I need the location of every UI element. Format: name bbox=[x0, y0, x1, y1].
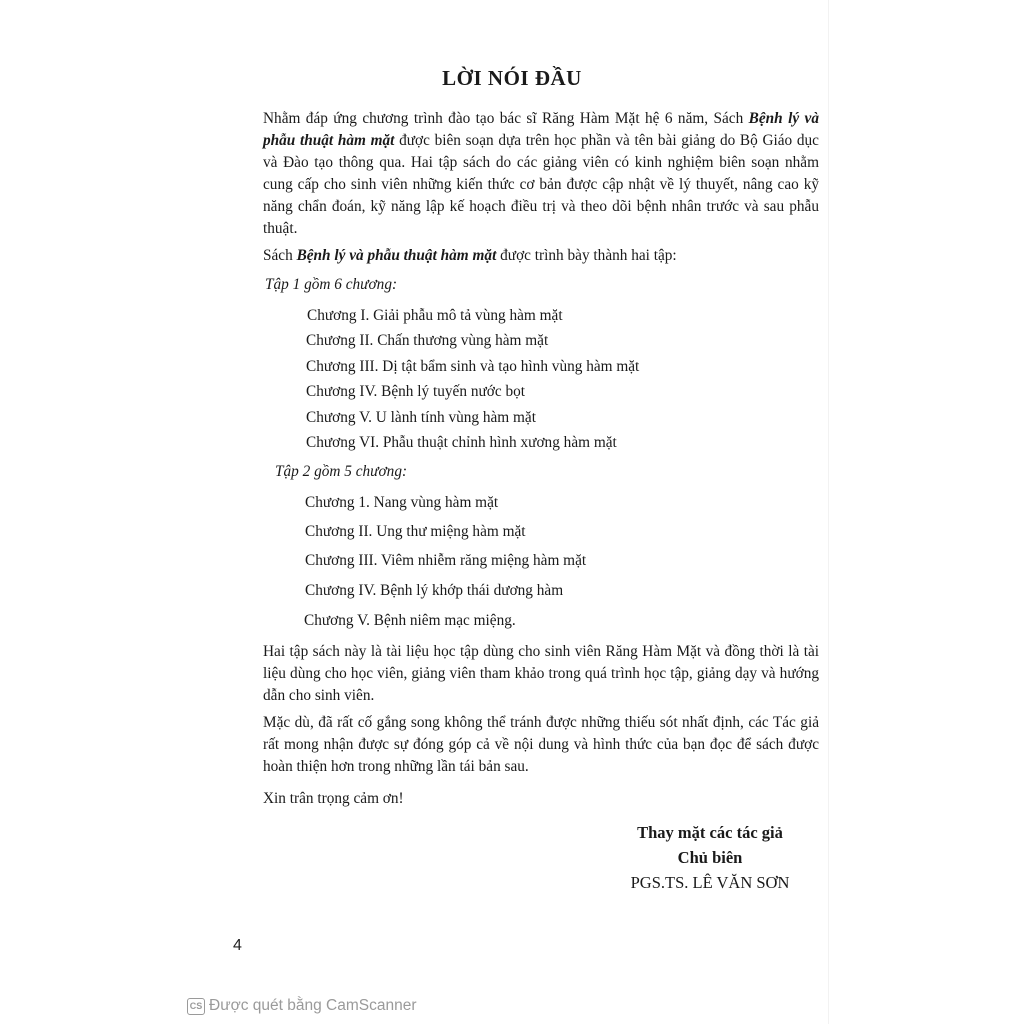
camscanner-watermark bbox=[187, 997, 417, 1015]
structure-suffix: được trình bày thành hai tập: bbox=[496, 247, 677, 264]
camscanner-logo-icon: CS bbox=[187, 998, 205, 1015]
watermark-text: Được quét bằng CamScanner bbox=[209, 997, 417, 1014]
volume2-chapter-1: Chương 1. Nang vùng hàm mặt bbox=[305, 494, 499, 511]
volume1-chapter-3: Chương III. Dị tật bẩm sinh và tạo hình vùng hàm mặt bbox=[306, 358, 640, 375]
volume2-chapter-3: Chương III. Viêm nhiễm răng miệng hàm mặt bbox=[305, 552, 587, 569]
volume1-chapter-1: Chương I. Giải phẫu mô tả vùng hàm mặt bbox=[307, 307, 563, 324]
page-number: 4 bbox=[233, 937, 242, 954]
volume2-chapter-2: Chương II. Ung thư miệng hàm mặt bbox=[305, 523, 526, 540]
page-title: LỜI NÓI ĐẦU bbox=[442, 66, 582, 90]
page-edge-shadow bbox=[828, 0, 829, 1024]
signature-block bbox=[595, 820, 825, 895]
volume1-chapter-2: Chương II. Chấn thương vùng hàm mặt bbox=[306, 332, 549, 349]
volume2-heading: Tập 2 gồm 5 chương: bbox=[275, 463, 408, 480]
structure-book-title: Bệnh lý và phẫu thuật hàm mặt bbox=[296, 247, 497, 264]
volume2-chapter-4: Chương IV. Bệnh lý khớp thái dương hàm bbox=[305, 582, 564, 599]
structure-prefix: Sách bbox=[263, 247, 297, 264]
volume1-heading: Tập 1 gồm 6 chương: bbox=[265, 276, 398, 293]
volume1-chapter-4: Chương IV. Bệnh lý tuyến nước bọt bbox=[306, 383, 526, 400]
volume2-chapter-5: Chương V. Bệnh niêm mạc miệng. bbox=[304, 612, 516, 629]
volume1-chapter-5: Chương V. U lành tính vùng hàm mặt bbox=[306, 409, 536, 426]
intro-suffix: được biên soạn dựa trên học phần và tên bài giảng do Bộ Giáo dục và Đào tạo thông qua. Hai tập sách do các giảng viên có kinh nghiệm biên soạn nhằm cung cấp cho sinh viên những kiến thức cơ bản được cập nhật về lý thuyết, nâng cao kỹ năng chẩn đoán, kỹ năng lập kế hoạch điều trị và theo dõi bệnh nhân trước và sau phẫu thuật. bbox=[263, 132, 819, 237]
signature-role: Thay mặt các tác giả bbox=[637, 823, 783, 842]
signature-title: Chủ biên bbox=[677, 848, 743, 867]
volume1-chapter-6: Chương VI. Phẫu thuật chỉnh hình xương hàm mặt bbox=[306, 434, 617, 451]
structure-paragraph bbox=[263, 245, 819, 267]
intro-prefix: Nhằm đáp ứng chương trình đào tạo bác sĩ Răng Hàm Mặt hệ 6 năm, Sách bbox=[263, 110, 749, 127]
intro-paragraph bbox=[263, 108, 819, 240]
signature-name: PGS.TS. LÊ VĂN SƠN bbox=[630, 873, 790, 892]
usage-paragraph: Hai tập sách này là tài liệu học tập dùng cho sinh viên Răng Hàm Mặt và đồng thời là tài liệu dùng cho học viên, giảng viên tham khảo trong quá trình học tập, giảng dạy và hướng dẫn cho sinh viên. bbox=[263, 643, 819, 704]
intro-book-title: Bệnh lý và phẫu thuật hàm mặt bbox=[263, 110, 819, 149]
apology-paragraph: Mặc dù, đã rất cố gắng song không thể tránh được những thiếu sót nhất định, các Tác giả rất mong nhận được sự đóng góp cả về nội dung và hình thức của bạn đọc để sách được hoàn thiện hơn trong những lần tái bản sau. bbox=[263, 714, 819, 775]
thanks-line: Xin trân trọng cảm ơn! bbox=[263, 790, 404, 807]
